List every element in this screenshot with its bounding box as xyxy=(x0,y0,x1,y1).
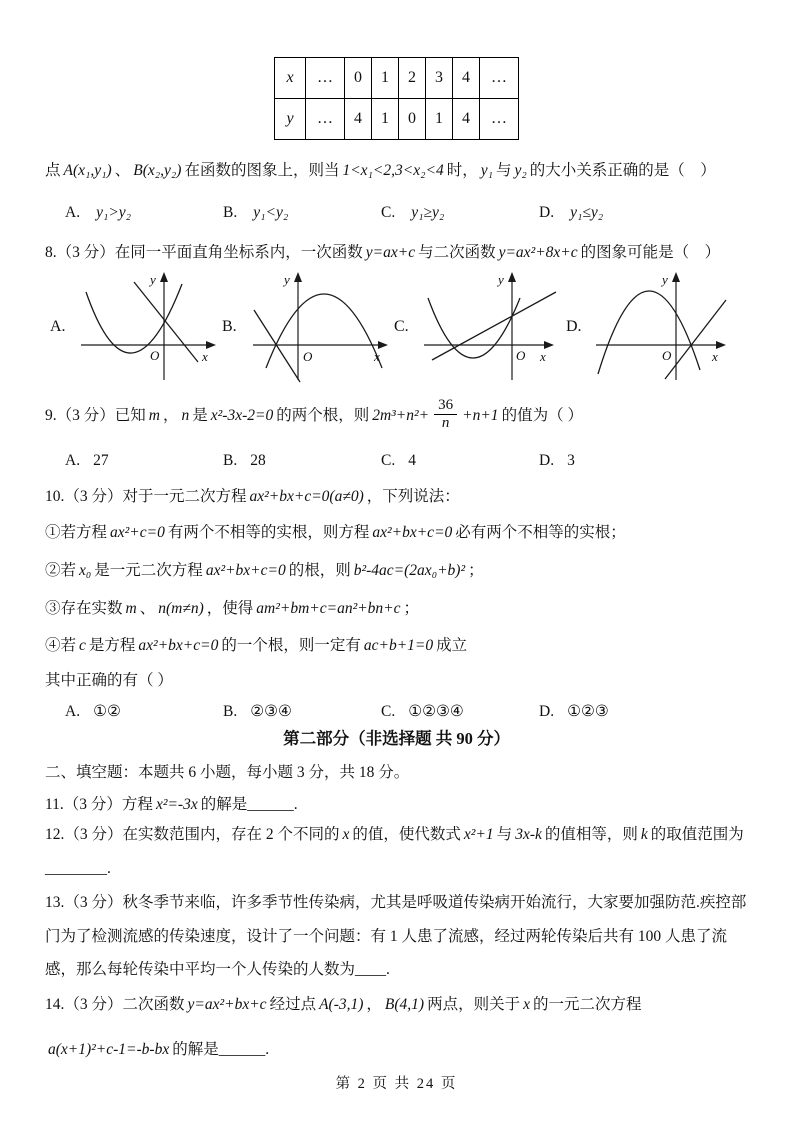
graph-option-a xyxy=(50,268,222,386)
question7-text: 点 A(x₁,y₁) 、 B(x₂,y₂) 在函数的图象上，则当 1<x₁<2,3<x₂<4 时， y₁ 与 y₂ 的大小关系正确的是（ ） xyxy=(45,162,716,179)
table-cell: 1 xyxy=(372,58,399,99)
x-arrow-icon xyxy=(206,341,216,349)
option-text: ①② xyxy=(93,703,121,720)
option-text: 4 xyxy=(408,452,416,469)
origin-label: O xyxy=(516,348,526,363)
table-cell: 3 xyxy=(426,58,453,99)
question14: 14.（3 分）二次函数 y=ax²+bx+c 经过点 A(-3,1) ， B(4,1) 两点，则关于 x 的一元二次方程a(x+1)²+c-1=-b-bx 的解是______. xyxy=(45,996,642,1058)
table-cell: … xyxy=(306,58,345,99)
question10-statement-3: ③存在实数 m 、 n(m≠n) ，使得 am²+bm+c=an²+bn+c ； xyxy=(45,600,420,617)
question13: 13.（3 分）秋冬季节来临，许多季节性传染病，尤其是呼吸道传染病开始流行，大家要加强防范.疾控部门为了检测流感的传染速度，设计了一个问题：有 1 人患了流感，经过两轮传染后共有 100 人患了流感，那么每轮传染中平均一个人传染的人数为____. xyxy=(45,894,747,978)
line-negative-slope xyxy=(134,282,198,362)
option-key: D. xyxy=(539,703,555,720)
table-cell: 4 xyxy=(345,99,372,140)
option-key: B. xyxy=(223,703,238,720)
question10-stem: 10.（3 分）对于一元二次方程 ax²+bx+c=0(a≠0) ，下列说法： xyxy=(45,488,460,505)
option-key: B. xyxy=(223,452,238,469)
table-cell: x xyxy=(275,58,306,99)
option-key: A. xyxy=(65,452,81,469)
option-key: A. xyxy=(65,204,81,221)
graph-option-d xyxy=(566,268,738,386)
xy-value-table xyxy=(274,57,519,140)
option-key: A. xyxy=(65,703,81,720)
question7-options xyxy=(65,196,765,230)
option-key: C. xyxy=(381,703,396,720)
option-a xyxy=(65,196,223,230)
option-text: y₁≤y₂ xyxy=(570,204,604,221)
option-text: y₁<y₂ xyxy=(253,204,289,221)
fraction: $\frac{36}{n}$ xyxy=(434,397,457,433)
option-text: 27 xyxy=(93,452,109,469)
origin-label: O xyxy=(303,349,313,364)
option-a xyxy=(65,444,223,478)
graph-option-c xyxy=(394,268,566,386)
origin-label: O xyxy=(662,348,672,363)
y-arrow-icon xyxy=(294,272,302,282)
option-text: ②③④ xyxy=(250,703,292,720)
section2-header: 第二部分（非选择题 共 90 分） xyxy=(283,729,510,748)
parabola-up xyxy=(428,298,520,358)
option-b xyxy=(223,196,381,230)
line-negative-slope xyxy=(254,310,300,382)
y-axis-label: y xyxy=(498,272,504,287)
xy-table-wrapper xyxy=(0,57,793,140)
option-key: D. xyxy=(539,204,555,221)
x-axis-label: x xyxy=(712,349,718,364)
question8-graphs xyxy=(50,268,738,386)
table-cell: y xyxy=(275,99,306,140)
option-text: ①②③④ xyxy=(408,703,464,720)
graph-c xyxy=(420,268,562,386)
y-axis-label: y xyxy=(284,272,290,287)
graph-key: C. xyxy=(394,318,409,335)
option-text: 3 xyxy=(567,452,575,469)
question10-statement-4: ④若 c 是方程 ax²+bx+c=0 的一个根，则一定有 ac+b+1=0 成立 xyxy=(45,637,468,654)
x-axis-label: x xyxy=(202,349,208,364)
question10-statement-2: ②若 x₀ 是一元二次方程 ax²+bx+c=0 的根，则 b²-4ac=(2ax₀+b)² ； xyxy=(45,562,484,579)
x-arrow-icon xyxy=(716,341,726,349)
y-arrow-icon xyxy=(508,272,516,282)
option-d xyxy=(539,196,606,230)
table-cell: … xyxy=(306,99,345,140)
page-number-footer: 第 2 页 共 24 页 xyxy=(335,1076,458,1092)
y-axis-label: y xyxy=(662,272,668,287)
table-row-x xyxy=(275,58,519,99)
y-axis-label: y xyxy=(150,272,156,287)
option-text: y₁≥y₂ xyxy=(411,204,445,221)
table-cell: 0 xyxy=(345,58,372,99)
y-arrow-icon xyxy=(672,272,680,282)
table-cell: 1 xyxy=(372,99,399,140)
option-text: ①②③ xyxy=(567,703,609,720)
option-b xyxy=(223,444,381,478)
question12: 12.（3 分）在实数范围内，存在 2 个不同的 x 的值，使代数式 x²+1 与 3x-k 的值相等，则 k 的取值范围为________. xyxy=(45,826,744,877)
graph-d xyxy=(592,268,734,386)
line-positive-slope xyxy=(432,292,556,360)
parabola-down xyxy=(598,291,700,374)
question9-options xyxy=(65,444,765,478)
graph-key: A. xyxy=(50,318,66,335)
y-arrow-icon xyxy=(160,272,168,282)
question8-stem: 8.（3 分）在同一平面直角坐标系内，一次函数 y=ax+c 与二次函数 y=ax²+8x+c 的图象可能是（ ） xyxy=(45,244,721,261)
x-arrow-icon xyxy=(378,341,388,349)
option-key: D. xyxy=(539,452,555,469)
x-axis-label: x xyxy=(540,349,546,364)
table-cell: … xyxy=(480,99,519,140)
table-cell: 1 xyxy=(426,99,453,140)
question10-statement-1: ①若方程 ax²+c=0 有两个不相等的实根，则方程 ax²+bx+c=0 必有两个不相等的实根； xyxy=(45,524,626,541)
graph-key: D. xyxy=(566,318,582,335)
question10-conclusion: 其中正确的有（ ） xyxy=(45,672,173,689)
fill-in-instructions: 二、填空题：本题共 6 小题，每小题 3 分，共 18 分。 xyxy=(45,764,410,781)
x-axis-label: x xyxy=(374,349,380,364)
table-cell: 2 xyxy=(399,58,426,99)
graph-option-b xyxy=(222,268,394,386)
option-key: B. xyxy=(223,204,238,221)
option-c xyxy=(381,444,539,478)
line-positive-slope xyxy=(665,300,726,379)
option-text: y₁>y₂ xyxy=(96,204,132,221)
question11: 11.（3 分）方程 x²=-3x 的解是______. xyxy=(45,796,298,813)
origin-label: O xyxy=(150,348,160,363)
table-cell: 4 xyxy=(453,99,480,140)
option-d xyxy=(539,444,575,478)
question9-stem: 9.（3 分）已知 m ， n 是 x²-3x-2=0 的两个根，则 2m³+n²+ $\frac{36}{n}$ +n+1 的值为（ ） xyxy=(45,396,583,431)
option-text: 28 xyxy=(250,452,266,469)
table-cell: 4 xyxy=(453,58,480,99)
table-row-y xyxy=(275,99,519,140)
graph-key: B. xyxy=(222,318,237,335)
table-cell: … xyxy=(480,58,519,99)
option-key: C. xyxy=(381,452,396,469)
option-c xyxy=(381,196,539,230)
graph-b xyxy=(248,268,390,386)
x-arrow-icon xyxy=(544,341,554,349)
option-key: C. xyxy=(381,204,396,221)
table-cell: 0 xyxy=(399,99,426,140)
parabola-up xyxy=(86,284,182,353)
graph-a xyxy=(76,268,218,386)
